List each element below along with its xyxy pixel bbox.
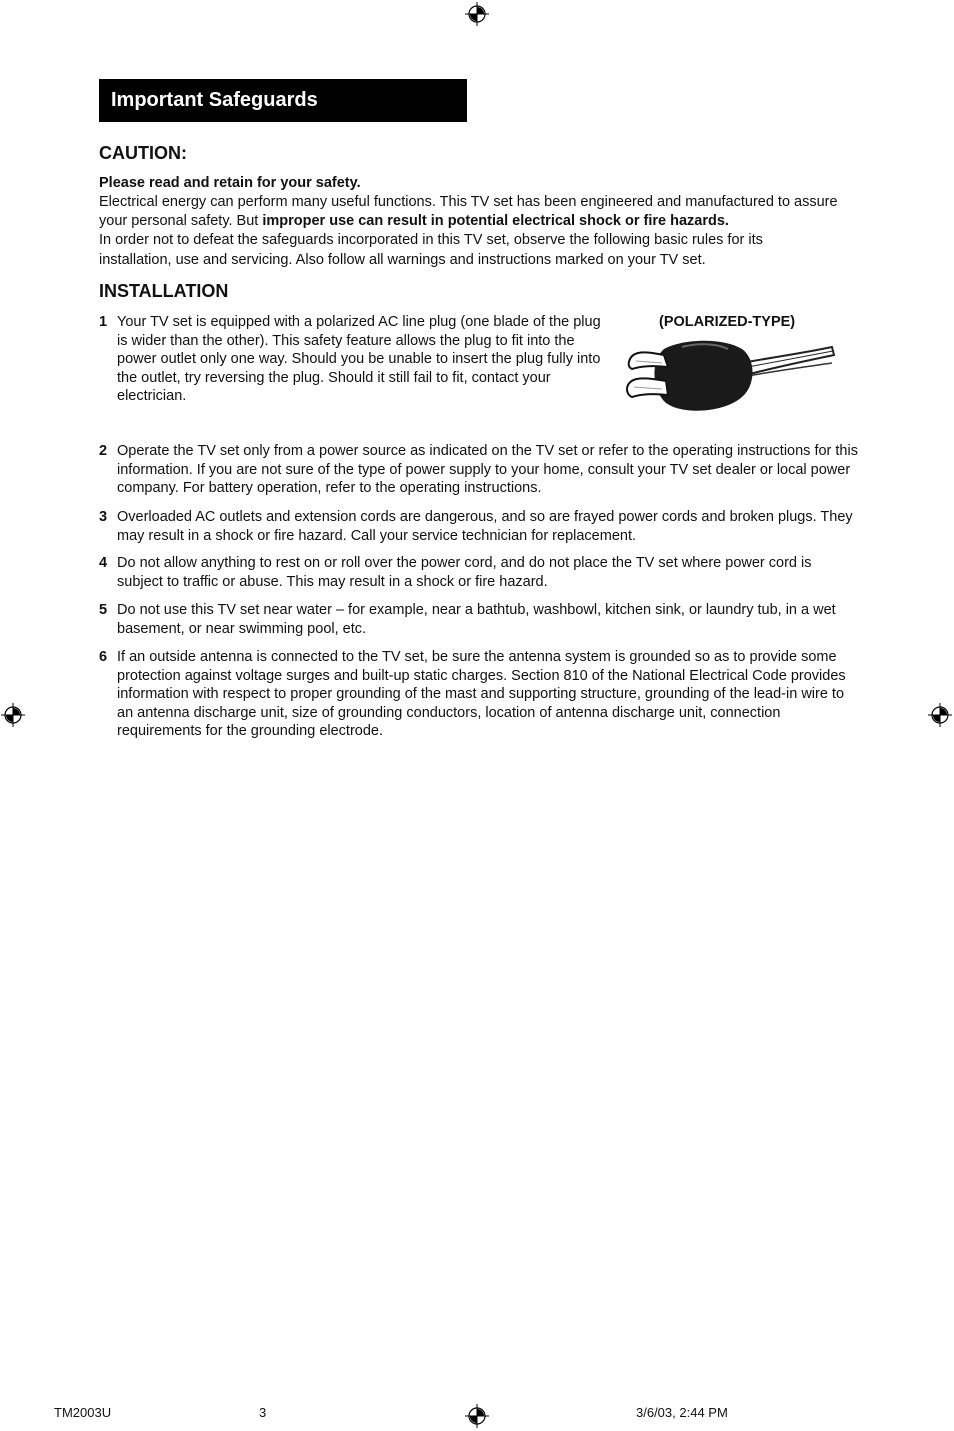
caution-text-a: Electrical energy can perform many useful functions. This TV set has been engineered and manufactured to assure your personal safety. But (99, 194, 838, 229)
list-item-text: Operate the TV set only from a power source as indicated on the TV set or refer to the operating instructions for this information. If you are not sure of the type of power supply to your home, consult your TV set dealer or local power company. For battery operation, refer to the operating instructions. (117, 443, 858, 496)
section-title-bar (99, 79, 467, 122)
registration-mark-icon (1, 703, 25, 727)
caution-intro (99, 174, 859, 270)
page-title: Important Safeguards (111, 89, 318, 111)
list-item-text: Do not allow anything to rest on or roll over the power cord, and do not place the TV set where power cord is subject to traffic or abuse. This may result in a shock or fire hazard. (117, 555, 812, 590)
list-item-text: Do not use this TV set near water – for example, near a bathtub, washbowl, kitchen sink, or laundry tub, in a wet basement, or near swimming pool, etc. (117, 602, 836, 637)
list-item (99, 313, 604, 406)
list-item (99, 648, 859, 741)
polarized-plug-icon (624, 333, 836, 421)
list-item-text: If an outside antenna is connected to the TV set, be sure the antenna system is grounded so as to provide some protection against voltage surges and built-up static charges. Section 810 of the National Electrical Code provides information with respect to proper grounding of the mast and supporting structure, grounding of the lead-in wire to an antenna discharge unit, size of grounding conductors, location of antenna discharge unit, connection requirements for the grounding electrode. (117, 649, 846, 739)
list-item-number: 6 (99, 649, 108, 665)
caution-paragraph (99, 193, 859, 231)
registration-mark-icon (465, 2, 489, 26)
caution-text-b: In order not to defeat the safeguards incorporated in this TV set, observe the following basic rules for its (99, 232, 763, 248)
footer-timestamp: 3/6/03, 2:44 PM (636, 1405, 728, 1420)
list-item-number: 1 (99, 314, 108, 330)
footer-page-number: 3 (259, 1405, 267, 1420)
caution-text-bold: improper use can result in potential electrical shock or fire hazards. (262, 213, 729, 229)
caution-text-c: installation, use and servicing. Also follow all warnings and instructions marked on your TV set. (99, 252, 706, 268)
footer-document-code: TM2003U (54, 1405, 112, 1420)
caution-lead: Please read and retain for your safety. (99, 175, 361, 191)
list-item (99, 442, 859, 498)
caution-heading: CAUTION: (99, 143, 187, 163)
list-item (99, 554, 859, 591)
list-item-number: 3 (99, 509, 108, 525)
figure-label: (POLARIZED-TYPE) (659, 314, 796, 330)
installation-heading: INSTALLATION (99, 281, 229, 301)
registration-mark-icon (465, 1404, 489, 1428)
list-item-text: Your TV set is equipped with a polarized AC line plug (one blade of the plug is wider than the other). This safety feature allows the plug to fit into the power outlet only one way. Should you be unable to insert the plug fully into the outlet, try reversing the plug. Should it still fail to fit, contact your electrician. (117, 314, 601, 404)
registration-mark-icon (928, 703, 952, 727)
list-item-number: 2 (99, 443, 108, 459)
list-item (99, 601, 859, 638)
list-item-number: 5 (99, 602, 108, 618)
list-item (99, 508, 859, 545)
list-item-text: Overloaded AC outlets and extension cords are dangerous, and so are frayed power cords and broken plugs. They may result in a shock or fire hazard. Call your service technician for replacement. (117, 509, 853, 544)
list-item-number: 4 (99, 555, 108, 571)
